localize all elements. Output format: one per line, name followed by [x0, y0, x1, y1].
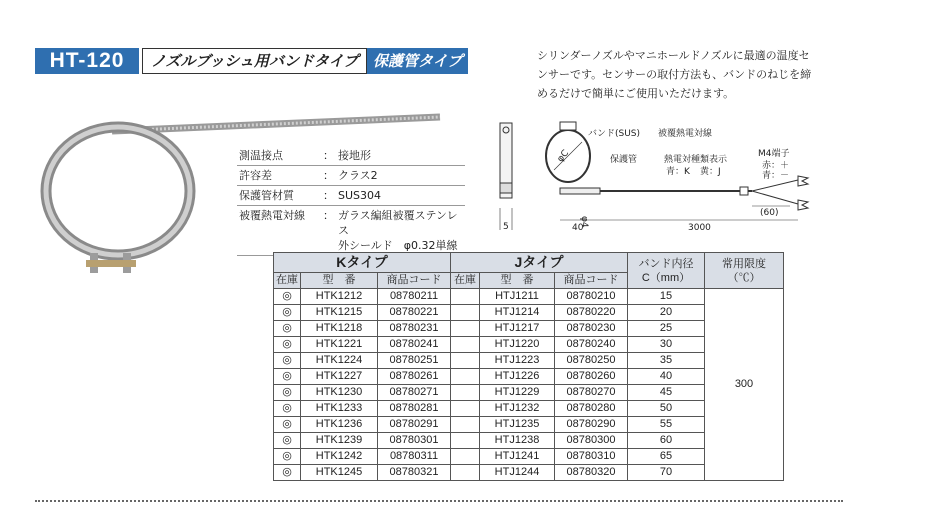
band-dia-cell: 20	[628, 305, 705, 321]
j-code-cell: 08780290	[555, 417, 628, 433]
j-model-cell: HTJ1241	[480, 449, 555, 465]
k-model-cell: HTK1221	[301, 337, 378, 353]
j-code-cell: 08780260	[555, 369, 628, 385]
dim-3000-label: 3000	[688, 223, 711, 233]
k-model-cell: HTK1227	[301, 369, 378, 385]
k-code-cell: 08780291	[378, 417, 451, 433]
k-code-cell: 08780241	[378, 337, 451, 353]
j-code-cell: 08780220	[555, 305, 628, 321]
band-label: バンド(SUS)	[588, 129, 641, 139]
spec-colon: ：	[321, 166, 336, 186]
k-model-cell: HTK1218	[301, 321, 378, 337]
k-stock-cell: ◎	[274, 417, 301, 433]
j-stock-cell	[451, 369, 480, 385]
description	[537, 46, 837, 103]
j-model-header: 型 番	[480, 273, 555, 289]
band-dia-cell: 70	[628, 465, 705, 481]
j-code-header: 商品コード	[555, 273, 628, 289]
limit-header	[705, 253, 784, 289]
k-model-cell: HTK1215	[301, 305, 378, 321]
j-stock-cell	[451, 385, 480, 401]
spec-row	[237, 146, 465, 166]
j-code-cell: 08780250	[555, 353, 628, 369]
j-code-cell: 08780210	[555, 289, 628, 305]
model-badge: HT-120	[35, 48, 139, 74]
description-line: ンサーです。センサーの取付方法も、バンドのねじを締	[537, 68, 812, 81]
k-stock-cell: ◎	[274, 305, 301, 321]
spec-row	[237, 166, 465, 186]
j-code-cell: 08780240	[555, 337, 628, 353]
j-model-cell: HTJ1226	[480, 369, 555, 385]
dim-phi4-label: φ4	[579, 216, 589, 228]
spec-row	[237, 186, 465, 206]
j-stock-cell	[451, 417, 480, 433]
k-stock-cell: ◎	[274, 369, 301, 385]
dimension-diagram	[490, 118, 840, 238]
band-dia-cell: 45	[628, 385, 705, 401]
spec-colon: ：	[321, 146, 336, 166]
dotted-divider	[35, 500, 843, 502]
limit-value-cell: 300	[705, 289, 784, 481]
j-stock-cell	[451, 321, 480, 337]
j-model-cell: HTJ1235	[480, 417, 555, 433]
k-model-header: 型 番	[301, 273, 378, 289]
spec-key: 保護管材質	[237, 186, 321, 206]
j-model-cell: HTJ1238	[480, 433, 555, 449]
k-stock-cell: ◎	[274, 289, 301, 305]
j-code-cell: 08780300	[555, 433, 628, 449]
band-dia-cell: 15	[628, 289, 705, 305]
band-dia-cell: 40	[628, 369, 705, 385]
k-code-cell: 08780221	[378, 305, 451, 321]
j-code-cell: 08780280	[555, 401, 628, 417]
description-line: めるだけで簡単にご使用いただけます。	[537, 87, 735, 100]
k-model-cell: HTK1245	[301, 465, 378, 481]
k-stock-cell: ◎	[274, 401, 301, 417]
k-code-cell: 08780301	[378, 433, 451, 449]
band-dia-cell: 30	[628, 337, 705, 353]
table-body	[274, 289, 784, 481]
k-code-cell: 08780261	[378, 369, 451, 385]
band-dia-label: バンド内径	[638, 257, 694, 270]
specs-table	[237, 146, 465, 256]
k-code-cell: 08780321	[378, 465, 451, 481]
spec-key: 被覆熱電対線	[237, 206, 321, 256]
k-model-cell: HTK1230	[301, 385, 378, 401]
description-line: シリンダーノズルやマニホールドノズルに最適の温度セ	[537, 49, 810, 62]
spec-key: 許容差	[237, 166, 321, 186]
limit-unit: （℃）	[727, 271, 761, 284]
spec-value-line: ガラス編組被覆ステンレス	[338, 209, 458, 237]
spec-row	[237, 206, 465, 256]
k-code-cell: 08780251	[378, 353, 451, 369]
band-dia-cell: 55	[628, 417, 705, 433]
spec-colon: ：	[321, 206, 336, 256]
j-code-cell: 08780230	[555, 321, 628, 337]
spec-value	[336, 206, 465, 256]
type-j-label: 黄：J	[700, 167, 721, 177]
spec-value: SUS304	[336, 186, 465, 206]
j-stock-cell	[451, 449, 480, 465]
k-model-cell: HTK1224	[301, 353, 378, 369]
band-dia-cell: 50	[628, 401, 705, 417]
m4-label: M4端子	[758, 149, 790, 159]
k-stock-cell: ◎	[274, 449, 301, 465]
limit-label: 常用限度	[722, 257, 766, 270]
k-stock-cell: ◎	[274, 433, 301, 449]
band-dia-cell: 35	[628, 353, 705, 369]
k-code-cell: 08780311	[378, 449, 451, 465]
dim-5-label: 5	[503, 222, 509, 232]
k-model-cell: HTK1242	[301, 449, 378, 465]
dim-40-label: 40	[572, 223, 584, 233]
j-model-cell: HTJ1232	[480, 401, 555, 417]
red-label: 赤：＋	[762, 161, 790, 171]
j-model-cell: HTJ1217	[480, 321, 555, 337]
j-code-cell: 08780320	[555, 465, 628, 481]
band-dia-cell: 65	[628, 449, 705, 465]
band-dia-header	[628, 253, 705, 289]
k-code-cell: 08780231	[378, 321, 451, 337]
phi-c-label: φC	[555, 148, 572, 165]
band-dia-cell: 25	[628, 321, 705, 337]
j-type-header: Jタイプ	[451, 253, 628, 273]
spec-key: 測温接点	[237, 146, 321, 166]
k-type-header: Kタイプ	[274, 253, 451, 273]
j-stock-cell	[451, 337, 480, 353]
k-stock-cell: ◎	[274, 321, 301, 337]
j-code-cell: 08780310	[555, 449, 628, 465]
j-stock-cell	[451, 289, 480, 305]
k-code-header: 商品コード	[378, 273, 451, 289]
table-row	[274, 289, 784, 305]
k-model-cell: HTK1212	[301, 289, 378, 305]
k-model-cell: HTK1236	[301, 417, 378, 433]
band-dia-unit: C（mm）	[641, 271, 691, 284]
type-badge: 保護管タイプ	[367, 48, 468, 74]
type-k-label: 青：K	[666, 167, 690, 177]
j-model-cell: HTJ1214	[480, 305, 555, 321]
j-stock-header: 在庫	[451, 273, 480, 289]
j-stock-cell	[451, 465, 480, 481]
coated-wire-label: 被覆熱電対線	[658, 129, 713, 139]
product-subtitle: ノズルブッシュ用バンドタイプ	[142, 48, 367, 74]
k-model-cell: HTK1239	[301, 433, 378, 449]
j-stock-cell	[451, 433, 480, 449]
j-model-cell: HTJ1244	[480, 465, 555, 481]
k-stock-header: 在庫	[274, 273, 301, 289]
table-header-row	[274, 253, 784, 273]
type-display-label: 熱電対種類表示	[664, 155, 728, 165]
j-stock-cell	[451, 401, 480, 417]
spec-colon: ：	[321, 186, 336, 206]
protect-tube-label: 保護管	[610, 155, 638, 165]
spec-value-line: 外シールド φ0.32単線	[338, 239, 458, 252]
k-model-cell: HTK1233	[301, 401, 378, 417]
dim-60-label: (60)	[760, 208, 779, 218]
spec-value: 接地形	[336, 146, 465, 166]
k-code-cell: 08780211	[378, 289, 451, 305]
k-stock-cell: ◎	[274, 385, 301, 401]
k-code-cell: 08780281	[378, 401, 451, 417]
j-code-cell: 08780270	[555, 385, 628, 401]
k-stock-cell: ◎	[274, 337, 301, 353]
j-model-cell: HTJ1223	[480, 353, 555, 369]
j-stock-cell	[451, 305, 480, 321]
j-model-cell: HTJ1229	[480, 385, 555, 401]
j-stock-cell	[451, 353, 480, 369]
blue-label: 青：－	[762, 171, 790, 181]
j-model-cell: HTJ1211	[480, 289, 555, 305]
band-dia-cell: 60	[628, 433, 705, 449]
j-model-cell: HTJ1220	[480, 337, 555, 353]
product-table	[273, 252, 784, 481]
k-stock-cell: ◎	[274, 465, 301, 481]
k-code-cell: 08780271	[378, 385, 451, 401]
spec-value: クラス2	[336, 166, 465, 186]
k-stock-cell: ◎	[274, 353, 301, 369]
